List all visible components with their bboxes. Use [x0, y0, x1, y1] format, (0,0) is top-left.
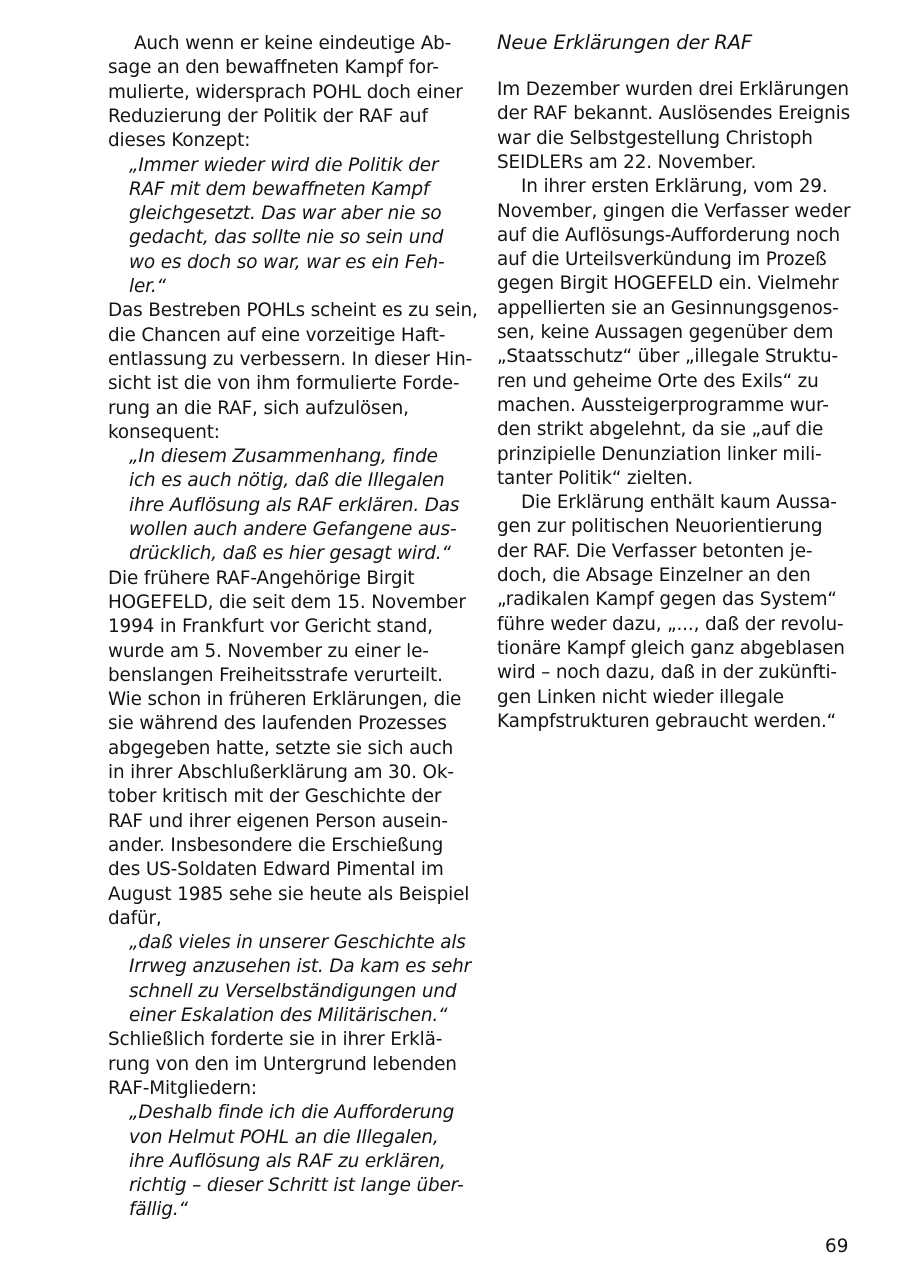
text-line: Die frühere RAF-Angehörige Birgit [108, 567, 415, 589]
quote-line: „daß vieles in unserer Geschichte als [129, 932, 466, 954]
quote-line: ihre Auflösung als RAF erklären. Das [129, 494, 460, 516]
quote-line: drücklich, daß es hier gesagt wird.“ [129, 543, 451, 565]
quote-line: RAF mit dem bewaffneten Kampf [129, 178, 430, 200]
text-line: des US-Soldaten Edward Pimental im [108, 859, 444, 881]
text-line: dafür, [108, 907, 162, 929]
text-line: tanter Politik“ zielten. [497, 467, 693, 489]
text-line: die Chancen auf eine vorzeitige Haft- [108, 324, 446, 346]
text-line: gegen Birgit HOGEFELD ein. Vielmehr [497, 273, 839, 295]
text-line: Die Erklärung enthält kaum Aussa- [521, 492, 837, 514]
quote-line: ler.“ [129, 276, 166, 297]
quote-line: gleichgesetzt. Das war aber nie so [129, 203, 442, 225]
text-line: tober kritisch mit der Geschichte der [108, 786, 442, 808]
text-line: November, gingen die Verfasser weder [497, 200, 851, 222]
text-line: dieses Konzept: [108, 130, 251, 152]
text-line: HOGEFELD, die seit dem 15. November [108, 591, 466, 613]
text-line: August 1985 sehe sie heute als Beispiel [108, 883, 470, 905]
text-line: sie während des laufenden Prozesses [108, 713, 447, 735]
quote-line: „Immer wieder wird die Politik der [129, 154, 439, 176]
section-heading: Neue Erklärungen der RAF [497, 31, 752, 54]
text-line: machen. Aussteigerprogramme wur- [497, 394, 829, 416]
text-line: der RAF. Die Verfasser betonten je- [497, 540, 813, 562]
text-line: SEIDLERs am 22. November. [497, 151, 757, 173]
text-line: Auch wenn er keine eindeutige Ab- [134, 33, 452, 54]
text-line: ander. Insbesondere die Erschießung [108, 834, 444, 856]
text-line: appellierten sie an Gesinnungsgenos- [497, 297, 839, 319]
text-line: Das Bestreben POHLs scheint es zu sein, [108, 300, 478, 322]
text-line: auf die Urteilsverkündung im Prozeß [497, 249, 827, 271]
text-line: wurde am 5. November zu einer le- [108, 640, 429, 662]
quote-line: wo es doch so war, war es ein Feh- [129, 251, 445, 273]
text-line: rung von den im Untergrund lebenden [108, 1053, 457, 1075]
text-line: Wie schon in früheren Erklärungen, die [108, 689, 462, 711]
quote-line: Irrweg anzusehen ist. Da kam es sehr [129, 956, 472, 978]
text-line: Kampfstrukturen gebraucht werden.“ [497, 710, 837, 732]
text-line: 1994 in Frankfurt vor Gericht stand, [108, 616, 433, 638]
text-line: gen zur politischen Neuorientierung [497, 516, 823, 538]
text-line: sen, keine Aussagen gegenüber dem [497, 322, 834, 343]
quote-line: einer Eskalation des Militärischen.“ [129, 1005, 448, 1026]
text-line: „Staatsschutz“ über „illegale Struktu- [497, 346, 838, 368]
quote-line: fällig.“ [129, 1199, 188, 1221]
text-line: konsequent: [108, 421, 220, 443]
text-line: RAF und ihrer eigenen Person ausein- [108, 810, 448, 832]
page-number: 69 [825, 1236, 849, 1257]
quote-line: gedacht, das sollte nie so sein und [129, 227, 444, 249]
text-line: sage an den bewaffneten Kampf for- [108, 57, 439, 79]
text-line: gen Linken nicht wieder illegale [497, 686, 784, 708]
text-line: Im Dezember wurden drei Erklärungen [497, 79, 849, 100]
text-line: abgegeben hatte, setzte sie sich auch [108, 737, 454, 759]
quote-line: ich es auch nötig, daß die Illegalen [129, 470, 445, 492]
text-line: mulierte, widersprach POHL doch einer [108, 81, 463, 103]
quote-line: „Deshalb finde ich die Aufforderung [129, 1102, 455, 1124]
text-line: in ihrer Abschlußerklärung am 30. Ok- [108, 762, 454, 783]
text-line: der RAF bekannt. Auslösendes Ereignis [497, 103, 851, 125]
text-line: auf die Auflösungs-Aufforderung noch [497, 224, 840, 246]
quote-line: schnell zu Verselbständigungen und [129, 980, 457, 1002]
text-line: RAF-Mitgliedern: [108, 1077, 257, 1099]
text-line: führe weder dazu, „..., daß der revolu- [497, 613, 844, 635]
text-line: tionäre Kampf gleich ganz abgeblasen [497, 637, 845, 659]
text-line: doch, die Absage Einzelner an den [497, 565, 811, 586]
text-line: prinzipielle Denunziation linker mili- [497, 443, 822, 465]
quote-line: richtig – dieser Schritt ist lange über- [129, 1175, 464, 1197]
text-line: wird – noch dazu, daß in der zukünfti- [497, 662, 837, 684]
text-line: ren und geheime Orte des Exils“ zu [497, 370, 819, 392]
text-line: Reduzierung der Politik der RAF auf [108, 105, 428, 127]
text-line: „radikalen Kampf gegen das System“ [497, 589, 837, 611]
text-line: war die Selbstgestellung Christoph [497, 127, 813, 149]
text-line: benslangen Freiheitsstrafe verurteilt. [108, 664, 443, 686]
text-line: Schließlich forderte sie in ihrer Erklä- [108, 1029, 443, 1051]
text-line: den strikt abgelehnt, da sie „auf die [497, 419, 824, 441]
text-line: In ihrer ersten Erklärung, vom 29. [521, 176, 828, 198]
quote-line: von Helmut POHL an die Illegalen, [129, 1126, 439, 1148]
quote-line: „In diesem Zusammenhang, finde [129, 446, 438, 468]
text-line: sicht ist die von ihm formulierte Forde- [108, 373, 460, 395]
text-line: rung an die RAF, sich aufzulösen, [108, 397, 409, 419]
text-line: entlassung zu verbessern. In dieser Hin- [108, 348, 473, 370]
quote-line: ihre Auflösung als RAF zu erklären, [129, 1150, 446, 1172]
quote-line: wollen auch andere Gefangene aus- [129, 519, 457, 540]
